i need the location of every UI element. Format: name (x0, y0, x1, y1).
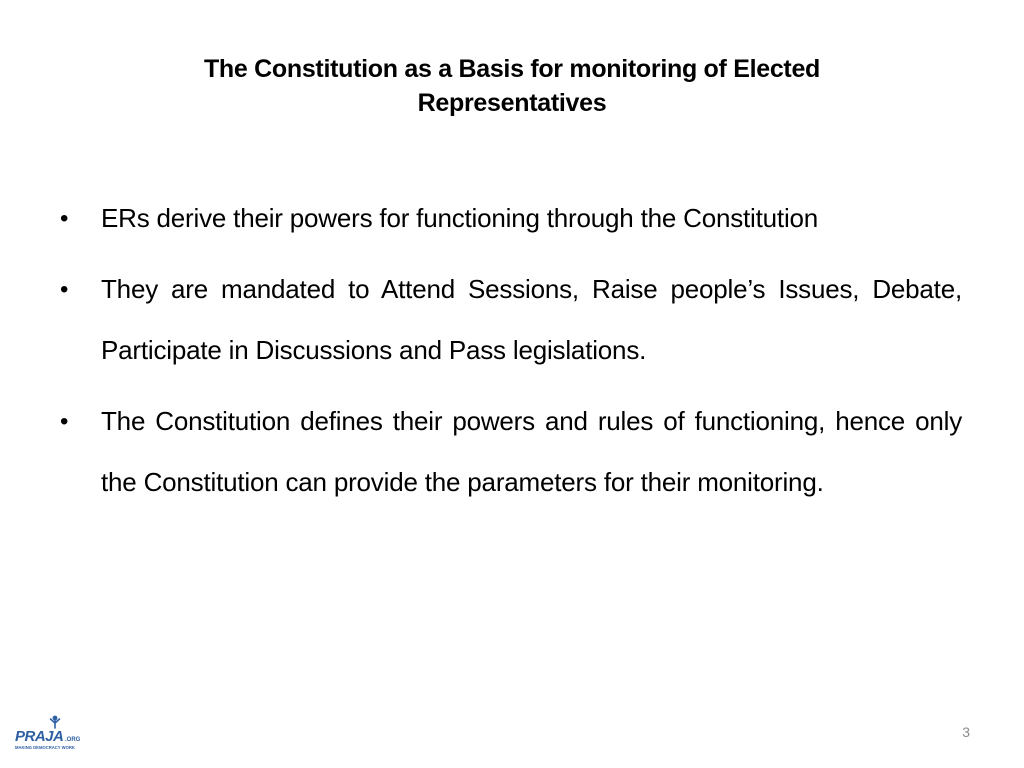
slide-title-line-2: Representatives (417, 89, 607, 117)
slide-title (150, 52, 874, 120)
svg-text:.ORG: .ORG (65, 737, 81, 743)
svg-text:MAKING DEMOCRACY WORK: MAKING DEMOCRACY WORK (15, 745, 75, 750)
bullet-list (60, 188, 962, 523)
svg-text:PRAJA: PRAJA (15, 728, 64, 745)
page-number: 3 (962, 724, 970, 740)
bullet-item-1 (60, 188, 962, 249)
bullet-item-3 (60, 391, 962, 513)
bullet-dot: • (60, 276, 69, 303)
bullet-item-2 (60, 259, 962, 381)
bullet-text-1: ERs derive their powers for functioning through the Constitution (101, 203, 819, 233)
praja-logo (14, 714, 84, 754)
bullet-text-3: The Constitution defines their powers and rules of functioning, hence only the Constitution can provide the parameters for their monitoring. (101, 406, 962, 497)
bullet-dot: • (60, 205, 69, 232)
slide-title-line-1: The Constitution as a Basis for monitoring of Elected (203, 55, 821, 83)
bullet-text-2: They are mandated to Attend Sessions, Raise people’s Issues, Debate, Participate in Discussions and Pass legislations. (101, 274, 962, 365)
praja-logo-icon (14, 714, 84, 754)
bullet-dot: • (60, 408, 69, 435)
